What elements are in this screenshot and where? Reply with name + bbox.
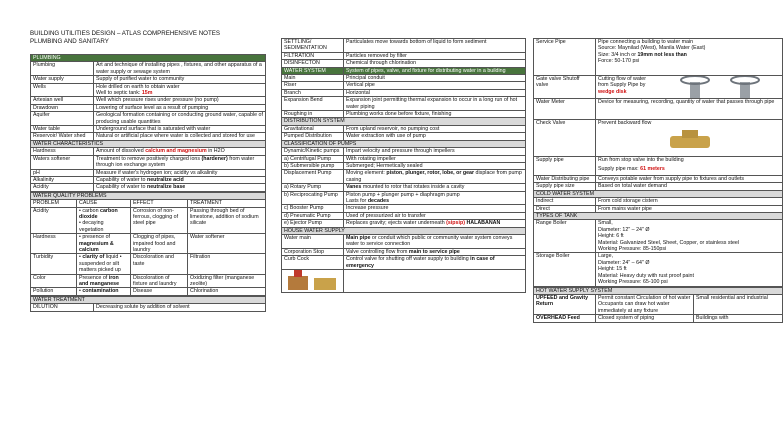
plumbing-table (30, 54, 266, 192)
table-row: Water Meter Device for measuring, recording, quantity of water that passes through pipe (534, 99, 783, 120)
table-row: Storage Boiler Large, Diameter: 24" – 64" Ø Height: 15 ft Material: Heavy duty with rust proof paint Working Pressure: 65-100 psi (534, 253, 783, 286)
table-row: pH Measure if water's hydrogen ion; acidity vs alkalinity (31, 169, 266, 176)
curb-cock-valve-image (284, 270, 342, 290)
treatment-water-system-table (281, 38, 526, 293)
section-cold-water-system: COLD WATER SYSTEM (534, 190, 783, 197)
hot-water-table (533, 287, 783, 323)
table-row: Wells Hole drilled on earth to obtain water Well to septic tank: 15m (31, 83, 266, 97)
table-row: Direct From mains water pipe (534, 205, 783, 212)
table-row: Gravitational From upland reservoir, no pumping cost (282, 125, 526, 132)
table-row: OVERHEAD Feed Closed system of piping Buildings with (534, 315, 783, 322)
table-row: Aquifer Geological formation containing or conducting ground water, capable of producing usable quantities (31, 112, 266, 126)
column-3 (533, 38, 783, 323)
column-1 (30, 54, 266, 312)
table-row: Artesian well Well which pressure rises under pressure (no pump) (31, 97, 266, 104)
table-row: b) Submersible pump Submerged; Hermetically sealed (282, 162, 526, 169)
table-row: a) Centrifugal Pump With rotating impeller (282, 155, 526, 162)
section-hot-water-supply: HOT WATER SUPPLY SYSTEM (534, 287, 783, 294)
table-row: Water table Underground surface that is saturated with water (31, 126, 266, 133)
header-title: BUILDING UTILITIES DESIGN – ATLAS COMPREHENSIVE NOTES (30, 30, 221, 37)
table-row: d) Pneumatic Pump Used of pressurized air to transfer (282, 212, 526, 219)
table-row: Riser Vertical pipe (282, 82, 526, 89)
table-row: Acidity • carbon carbon dioxide • decaying vegetation Corrosion of non-ferrous, clogging of steel pipe Passing through bed of limestone, addition of sodium silicate (31, 207, 266, 234)
table-row: c) Booster Pump Increase pressure (282, 205, 526, 212)
table-row: Drawdown Lowering of surface level as a result of pumping (31, 104, 266, 111)
table-row: FILTRATION Particles removed by filter (282, 52, 526, 59)
table-row: Corporation Stop Valve controlling flow from main to service pipe (282, 248, 526, 255)
table-row: Check Valve Prevent backward flow (534, 120, 783, 157)
table-row: SETTLING/ SEDIMENTATION Particulates move towards bottom of liquid to form sediment (282, 39, 526, 53)
table-row: Water supply Supply of purified water to community (31, 76, 266, 83)
table-row: UPFEED and Gravity Return Permit constant Circulation of hot water Occupants can draw hot water immediately at any fixture Small residential and industrial (534, 294, 783, 314)
check-valve-image (666, 128, 716, 152)
table-row: Waters softener Treatment to remove positively charged ions (hardener) from water through ion exchange system (31, 155, 266, 169)
section-classification-of-pumps: CLASSIFICATION OF PUMPS (282, 140, 526, 147)
water-quality-table (30, 192, 266, 296)
table-row: e) Ejector Pump Replaces gravity; ejects water underneath (sipsip) HALABANAN (282, 220, 526, 227)
table-row (282, 270, 526, 293)
table-header-row: PROBLEM CAUSE EFFECT TREATMENT (31, 200, 266, 207)
section-water-characteristics: WATER CHARACTERISTICS (31, 140, 266, 147)
table-row: Service Pipe Pipe connecting a building to water main Source: Maynilad (West), Manila Water (East) Size: 3/4 inch or 19mm not less than Force: 50-170 psi (534, 39, 783, 76)
section-types-of-tank: TYPES OF TANK (534, 213, 783, 220)
table-row: Pumped Distribution Water extraction with use of pump (282, 133, 526, 140)
section-plumbing: PLUMBING (31, 55, 266, 62)
table-row: Water main Main pipe or conduit which public or community water system conveys water to service connection (282, 234, 526, 248)
table-row: Hardness • presence of magnesium & calcium Clogging of pipes, impaired food and laundry Water softener (31, 234, 266, 254)
table-row: b) Reciprocating Pump Piston pump + plunger pump + diaphragm pump Lasts for decades (282, 191, 526, 205)
section-water-system: WATER SYSTEM System of pipes, valve, and fixture for distributing water in a building (282, 67, 526, 74)
table-row: Alkalinity Capability of water to neutralize acid (31, 176, 266, 183)
table-row: Water Distributing pipe Conveys potable water from supply pipe to fixtures and outlets (534, 176, 783, 183)
table-row: Reservoir/ Water shed Natural or artificial place where water is collected and stored for use (31, 133, 266, 140)
section-water-quality: WATER QUALITY PROBLEMS (31, 192, 266, 199)
table-row: Expansion Bend Expansion joint permitting thermal expansion to occur in a long run of hot water piping (282, 97, 526, 111)
table-row: Pollution • contamination Disease Chlorination (31, 288, 266, 295)
table-row: Branch Horizontal (282, 89, 526, 96)
water-supply-components-table (533, 38, 783, 287)
section-water-treatment: WATER TREATMENT (31, 296, 266, 303)
table-row: Curb Cock Control valve for shutting off water supply to building in case of emergency (282, 256, 526, 270)
table-row: Supply pipe size Based on total water demand (534, 183, 783, 190)
section-distribution-system: DISTRIBUTION SYSTEM (282, 118, 526, 125)
table-row: Color Presence of iron and manganese Discoloration of fixture and laundry Oxidizing filter (manganese zeolite) (31, 274, 266, 288)
table-row: Turbidity • clarity of liquid • suspended or silt matters picked up Discoloration and taste Filtration (31, 254, 266, 274)
water-treatment-table (30, 296, 266, 312)
header-subtitle: PLUMBING AND SANITARY (30, 38, 109, 45)
table-row: Indirect From cold storage cistern (534, 198, 783, 205)
table-row: Gate valve Shutoff valve Cutting flow of water from Supply Pipe by wedge disk (534, 76, 783, 99)
table-row: Displacement Pump Moving element: piston, plunger, rotor, lobe, or gear displace from pump casing (282, 170, 526, 184)
table-row: Main Principal conduit (282, 75, 526, 82)
column-2 (281, 38, 526, 293)
gate-valve-image (672, 76, 772, 99)
table-row: Acidity Capability of water to neutralize base (31, 184, 266, 191)
table-row: Plumbing Art and technique of installing pipes , fixtures, and other apparatus of a water supply or sewage system (31, 62, 266, 76)
table-row: DISINFECTON Chemical through chlorination (282, 60, 526, 67)
table-row: Range Boiler Small, Diameter: 12" – 24" Ø Height: 6 ft Material: Galvanized Steel, Sheet, Copper, or stainless steel Working Pressure: 85-150psi (534, 220, 783, 253)
table-row: DILUTION Decreasing solute by addition of solvent (31, 304, 266, 311)
document-header (30, 30, 270, 46)
table-row: Roughing in Plumbing works done before fixture, finishing (282, 111, 526, 118)
section-house-water-supply: HOUSE WATER SUPPLY (282, 227, 526, 234)
table-row: a) Rotary Pump Vanes mounted to rotor that rotates inside a cavity (282, 184, 526, 191)
table-row: Hardness Amount of dissolved calcium and magnesium in H2O (31, 148, 266, 155)
table-row: Dynamic/Kinetic pumps Impart velocity and pressure through impellers (282, 148, 526, 155)
table-row: Supply pipe Run from stop valve into the building Supply pipe max: 61 meters (534, 157, 783, 176)
